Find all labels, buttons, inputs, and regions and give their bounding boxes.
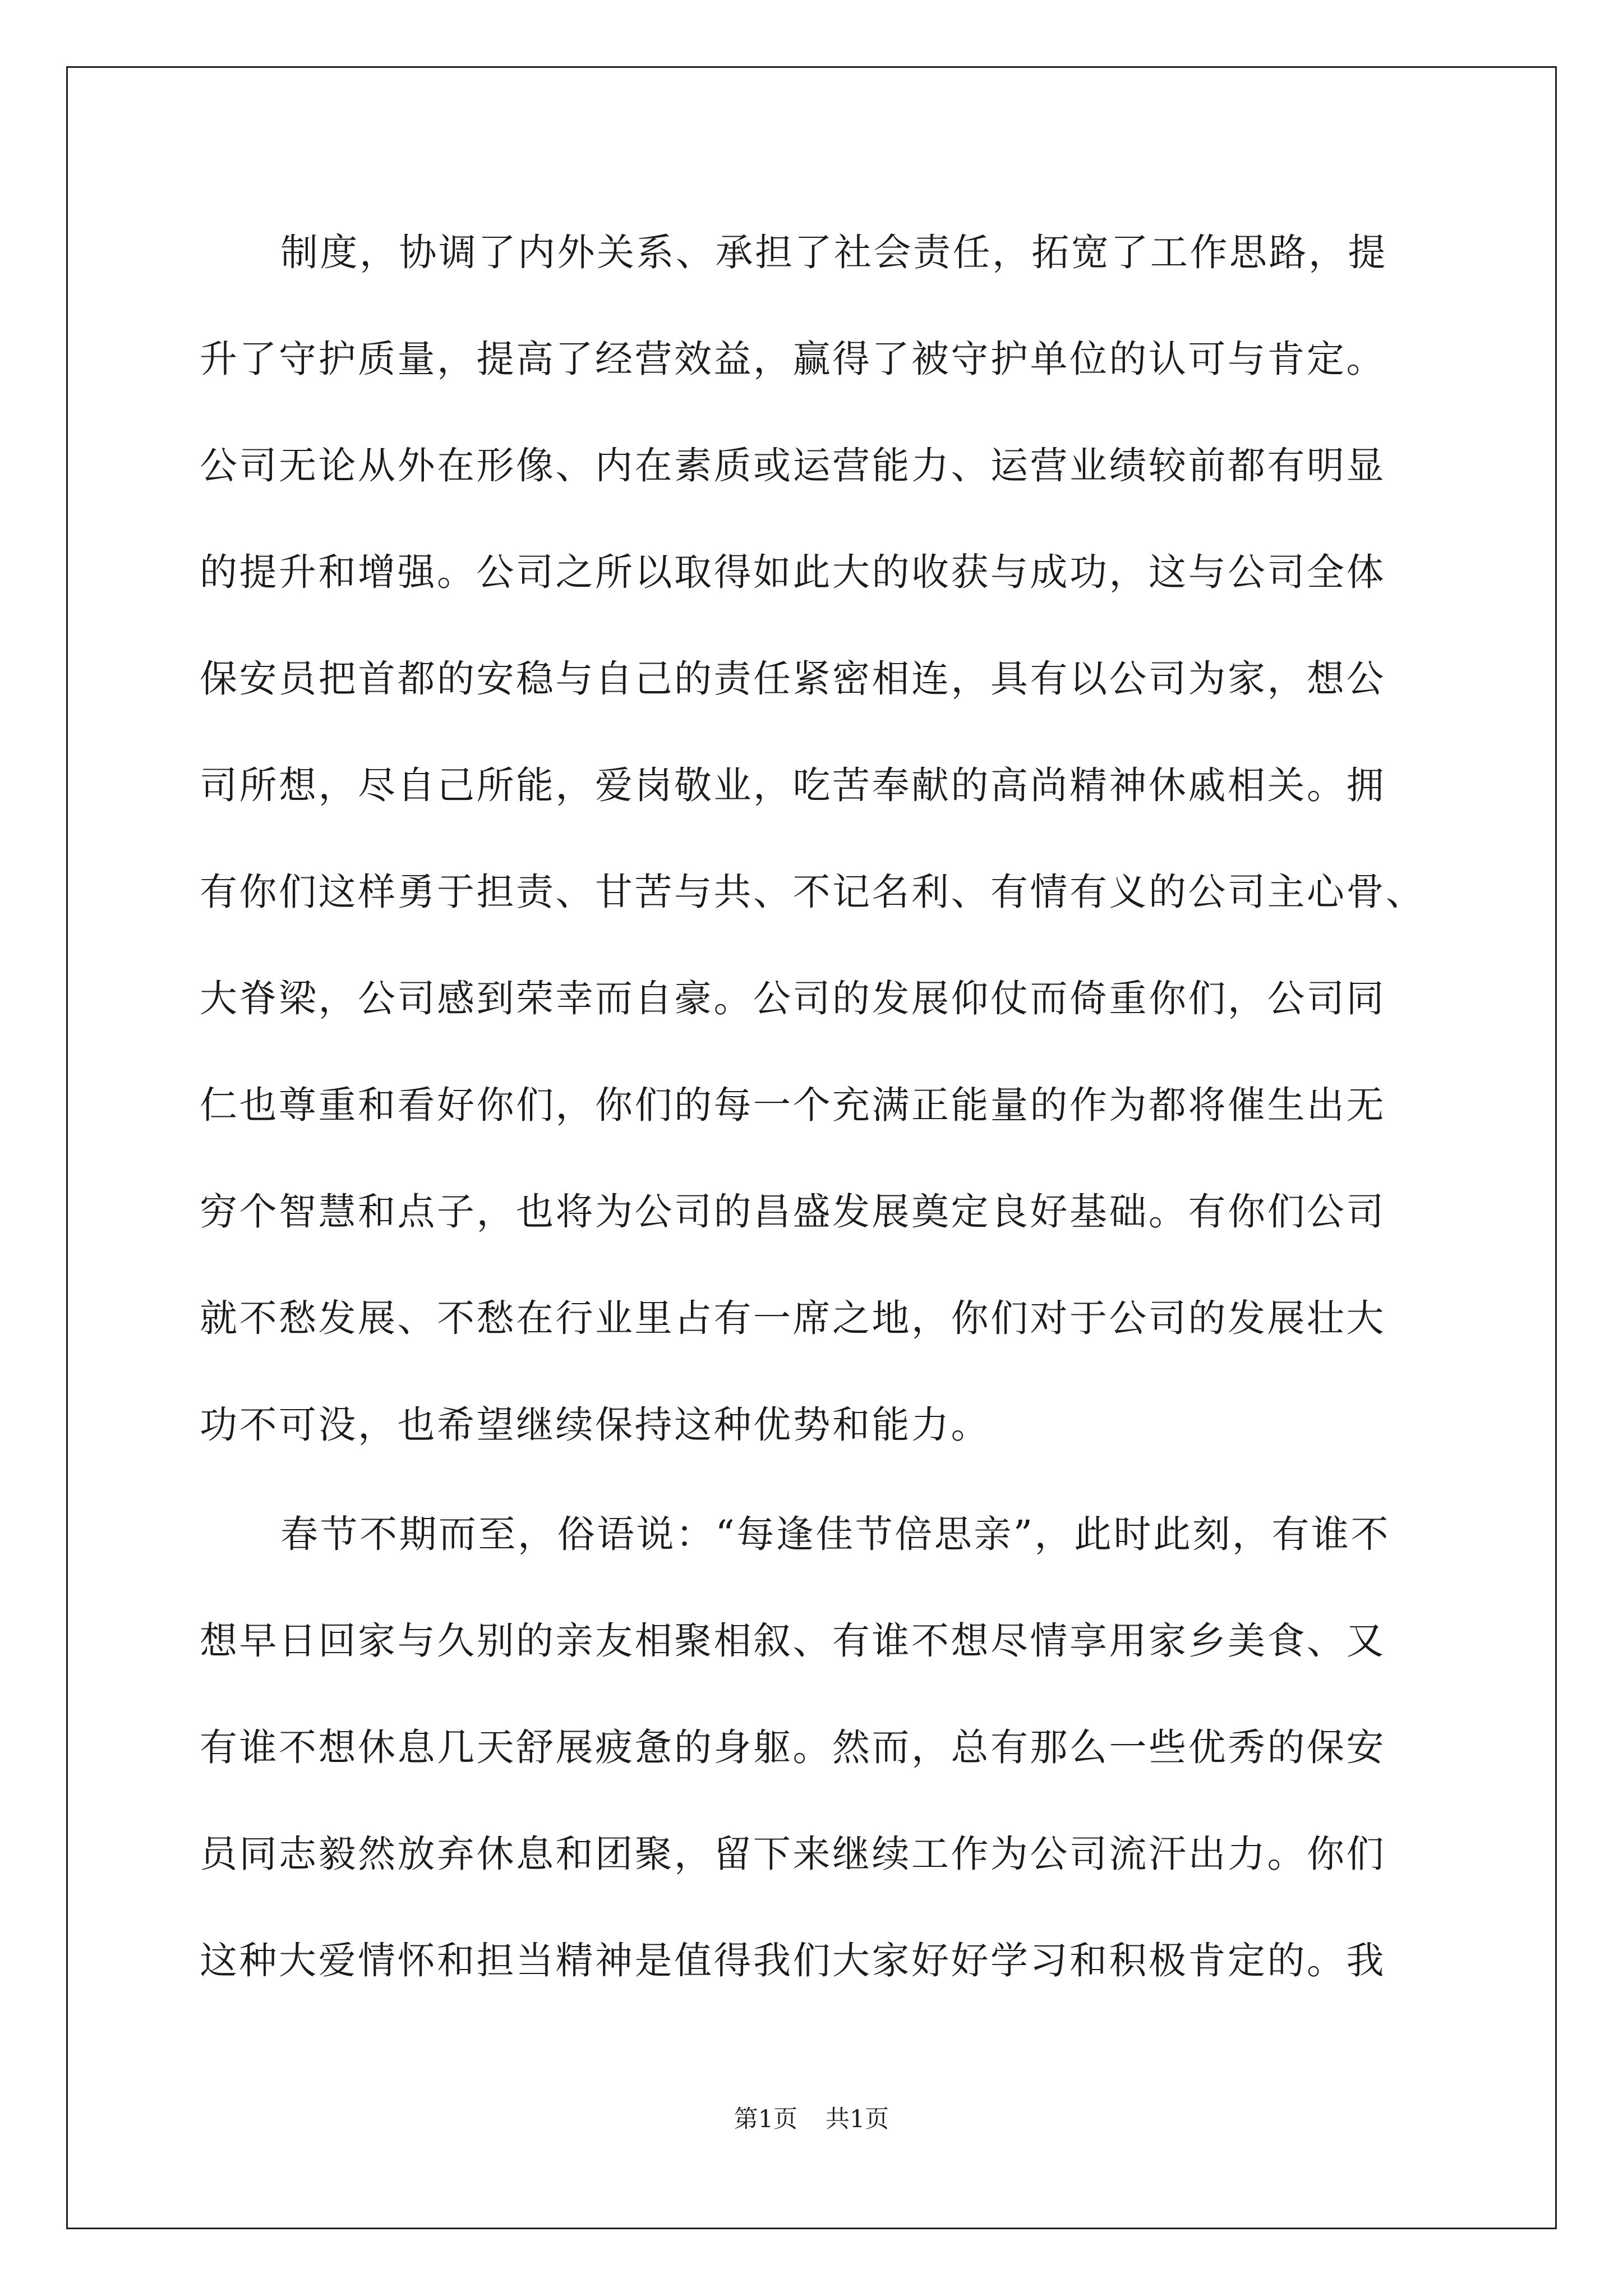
- page-border: [66, 66, 1557, 2229]
- paragraph-1-line-10: 穷个智慧和点子，也将为公司的昌盛发展奠定良好基础。有你们公司: [200, 1190, 1386, 1234]
- page-footer: [0, 2102, 1623, 2136]
- paragraph-1-line-2: 升了守护质量，提高了经营效益，赢得了被守护单位的认可与肯定。: [200, 337, 1386, 381]
- page-number: 第1页: [734, 2105, 798, 2133]
- paragraph-1-line-6: 司所想，尽自己所能，爱岗敬业，吃苦奉献的高尚精神休戚相关。拥: [200, 763, 1386, 807]
- paragraph-1-line-9: 仁也尊重和看好你们，你们的每一个充满正能量的作为都将催生出无: [200, 1083, 1386, 1127]
- paragraph-2-line-2: 想早日回家与久别的亲友相聚相叙、有谁不想尽情享用家乡美食、又: [200, 1619, 1386, 1663]
- paragraph-2-line-3: 有谁不想休息几天舒展疲惫的身躯。然而，总有那么一些优秀的保安: [200, 1726, 1386, 1769]
- paragraph-1-line-4: 的提升和增强。公司之所以取得如此大的收获与成功，这与公司全体: [200, 550, 1386, 594]
- paragraph-1-line-11: 就不愁发展、不愁在行业里占有一席之地，你们对于公司的发展壮大: [200, 1296, 1386, 1340]
- paragraph-1-line-12: 功不可没，也希望继续保持这种优势和能力。: [200, 1403, 990, 1447]
- paragraph-1-line-5: 保安员把首都的安稳与自己的责任紧密相连，具有以公司为家，想公: [200, 657, 1386, 701]
- paragraph-1-line-1: 制度，协调了内外关系、承担了社会责任，拓宽了工作思路，提: [280, 231, 1387, 274]
- paragraph-1-line-3: 公司无论从外在形像、内在素质或运营能力、运营业绩较前都有明显: [200, 444, 1386, 487]
- page-total: 共1页: [825, 2105, 889, 2133]
- paragraph-2-line-5: 这种大爱情怀和担当精神是值得我们大家好好学习和积极肯定的。我: [200, 1939, 1386, 1982]
- paragraph-2-line-1: 春节不期而至，俗语说：“每逢佳节倍思亲”，此时此刻，有谁不: [280, 1512, 1391, 1556]
- paragraph-1-line-7: 有你们这样勇于担责、甘苦与共、不记名利、有情有义的公司主心骨、: [200, 870, 1426, 914]
- paragraph-1-line-8: 大脊梁，公司感到荣幸而自豪。公司的发展仰仗而倚重你们，公司同: [200, 977, 1386, 1020]
- paragraph-2-line-4: 员同志毅然放弃休息和团聚，留下来继续工作为公司流汗出力。你们: [200, 1832, 1386, 1876]
